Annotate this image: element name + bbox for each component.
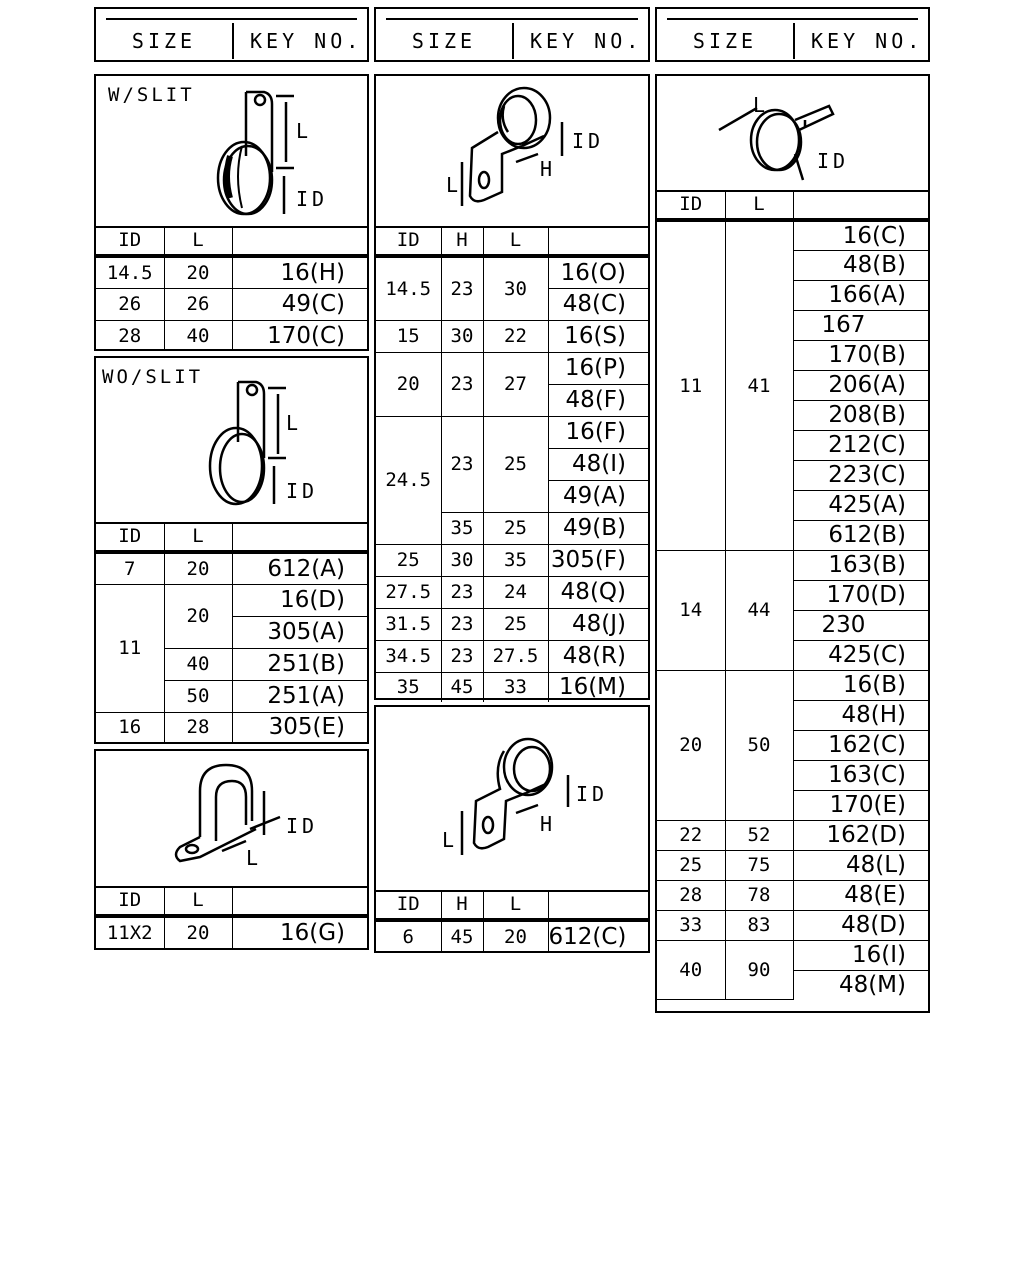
header-size: SIZE — [657, 23, 795, 59]
cell-key: 48(E) — [793, 880, 928, 910]
col-id: ID — [376, 890, 441, 920]
cell-key: 16(G) — [232, 916, 367, 948]
cell-id: 28 — [96, 320, 164, 351]
w-slit-figure — [96, 76, 367, 228]
col-l: L — [725, 190, 793, 220]
w-slit-panel — [94, 74, 369, 351]
cell-l: 33 — [483, 672, 548, 702]
table-row — [96, 288, 367, 320]
cell-key: 48(M) — [793, 970, 928, 999]
dim-id-text: ID — [296, 187, 329, 211]
cell-key: 48(D) — [793, 910, 928, 940]
cell-l: 25 — [483, 512, 548, 544]
dim-l-text: L — [286, 411, 299, 435]
cell-key: 48(J) — [548, 608, 648, 640]
cell-key: 16(F) — [548, 416, 648, 448]
slit-clamp-drawing — [96, 76, 367, 226]
cell-l: 90 — [725, 940, 793, 999]
header-key-no: KEY NO. — [250, 29, 363, 53]
cell-key: 425(C) — [793, 640, 928, 670]
dim-l-text: L — [296, 119, 309, 143]
cell-id: 35 — [376, 672, 441, 702]
table-row — [376, 672, 648, 702]
cell-id: 33 — [657, 910, 725, 940]
cell-key: 16(S) — [548, 320, 648, 352]
flat-clamp-panel — [94, 749, 369, 950]
cell-key: 16(I) — [793, 940, 928, 970]
cell-key: 16(H) — [232, 256, 367, 288]
cell-id: 11X2 — [96, 916, 164, 948]
cell-h: 35 — [441, 512, 483, 544]
cell-key: 16(P) — [548, 352, 648, 384]
table-row — [657, 850, 928, 880]
cell-id: 24.5 — [376, 416, 441, 544]
col-id: ID — [376, 226, 441, 256]
cell-h: 30 — [441, 320, 483, 352]
table-row — [376, 920, 648, 951]
cell-key: 16(C) — [793, 220, 928, 250]
cell-key: 162(D) — [793, 820, 928, 850]
cell-h: 45 — [441, 920, 483, 951]
cell-key: 612(A) — [232, 552, 367, 584]
offset-clamp-2-figure — [376, 707, 648, 892]
wo-slit-figure — [96, 358, 367, 524]
flat-clamp-figure — [96, 751, 367, 888]
cell-h: 30 — [441, 544, 483, 576]
col-l: L — [483, 226, 548, 256]
flat-clamp-table — [96, 886, 367, 948]
cell-key: 612(B) — [793, 520, 928, 550]
dim-id-text: ID — [576, 782, 609, 806]
header-box-1 — [94, 7, 369, 62]
cell-key: 251(A) — [232, 680, 367, 712]
wo-slit-label: WO/SLIT — [102, 366, 204, 388]
table-row — [376, 576, 648, 608]
table-row — [376, 608, 648, 640]
dim-id-text: ID — [817, 149, 850, 173]
cell-key: 16(M) — [548, 672, 648, 702]
table-row — [657, 910, 928, 940]
table-row — [657, 880, 928, 910]
col-l: L — [483, 890, 548, 920]
cell-key: 163(C) — [793, 760, 928, 790]
header-size: SIZE — [376, 23, 514, 59]
cell-l: 26 — [164, 288, 232, 320]
offset-clamp-panel — [374, 74, 650, 700]
offset-clamp-2-drawing — [376, 707, 648, 890]
cell-key: 49(B) — [548, 512, 648, 544]
cell-key: 16(D) — [232, 584, 367, 616]
cell-key: 170(C) — [232, 320, 367, 351]
cell-h: 23 — [441, 416, 483, 512]
cell-key: 223(C) — [793, 460, 928, 490]
cell-key: 166(A) — [793, 280, 928, 310]
offset-clamp-2-panel — [374, 705, 650, 953]
table-row — [96, 256, 367, 288]
cell-id: 16 — [96, 712, 164, 742]
flat-clamp-drawing — [96, 751, 367, 886]
cell-key: 48(L) — [793, 850, 928, 880]
header-box-3 — [655, 7, 930, 62]
cell-key: 16(B) — [793, 670, 928, 700]
cell-id: 28 — [657, 880, 725, 910]
header-key-no: KEY NO. — [530, 29, 643, 53]
dim-id-text: ID — [572, 129, 605, 153]
cell-key: 230 — [793, 610, 928, 640]
col-h: H — [441, 890, 483, 920]
cell-key: 305(E) — [232, 712, 367, 742]
table-row — [376, 352, 648, 384]
table-row — [96, 712, 367, 742]
wo-slit-panel — [94, 356, 369, 744]
col-key — [548, 890, 648, 920]
cell-h: 23 — [441, 608, 483, 640]
cell-id: 26 — [96, 288, 164, 320]
w-slit-label: W/SLIT — [108, 84, 195, 106]
cell-id: 25 — [657, 850, 725, 880]
cell-id: 7 — [96, 552, 164, 584]
cell-h: 45 — [441, 672, 483, 702]
table-row — [657, 550, 928, 580]
dim-l-text: L — [446, 173, 459, 197]
header-box-2 — [374, 7, 650, 62]
col-l: L — [164, 226, 232, 256]
cell-h: 23 — [441, 640, 483, 672]
cell-l: 78 — [725, 880, 793, 910]
cell-id: 6 — [376, 920, 441, 951]
table-row — [96, 320, 367, 351]
cell-key: 167 — [793, 310, 928, 340]
col-key — [232, 522, 367, 552]
cell-key: 251(B) — [232, 648, 367, 680]
cell-id: 31.5 — [376, 608, 441, 640]
cell-key: 48(R) — [548, 640, 648, 672]
cell-key: 48(F) — [548, 384, 648, 416]
header-key-no: KEY NO. — [811, 29, 924, 53]
col-key — [793, 190, 928, 220]
cell-l: 20 — [164, 256, 232, 288]
table-row — [376, 320, 648, 352]
cell-key: 170(B) — [793, 340, 928, 370]
cell-id: 27.5 — [376, 576, 441, 608]
clamp-drawing — [96, 358, 367, 522]
cell-h: 23 — [441, 256, 483, 320]
cell-id: 15 — [376, 320, 441, 352]
band-clamp-table — [657, 190, 928, 1000]
table-row — [376, 640, 648, 672]
col-id: ID — [96, 226, 164, 256]
cell-key: 305(A) — [232, 616, 367, 648]
cell-key: 48(I) — [548, 448, 648, 480]
cell-id: 20 — [657, 670, 725, 820]
cell-l: 50 — [164, 680, 232, 712]
cell-l: 20 — [164, 552, 232, 584]
cell-l: 20 — [164, 584, 232, 648]
table-row — [376, 416, 648, 448]
dim-h-text: H — [540, 812, 553, 836]
cell-l: 75 — [725, 850, 793, 880]
cell-id: 14.5 — [376, 256, 441, 320]
table-row — [376, 544, 648, 576]
col-l: L — [164, 522, 232, 552]
cell-id: 22 — [657, 820, 725, 850]
cell-l: 44 — [725, 550, 793, 670]
cell-key: 162(C) — [793, 730, 928, 760]
table-row — [96, 552, 367, 584]
cell-l: 41 — [725, 220, 793, 550]
dim-l-text: L — [753, 93, 766, 117]
cell-l: 20 — [164, 916, 232, 948]
cell-l: 52 — [725, 820, 793, 850]
col-id: ID — [96, 886, 164, 916]
table-row — [376, 256, 648, 288]
header-size: SIZE — [96, 23, 234, 59]
cell-key: 305(F) — [548, 544, 648, 576]
cell-id: 14 — [657, 550, 725, 670]
cell-l: 28 — [164, 712, 232, 742]
table-row — [657, 670, 928, 700]
cell-l: 27 — [483, 352, 548, 416]
cell-id: 11 — [96, 584, 164, 712]
cell-id: 11 — [657, 220, 725, 550]
cell-key: 48(C) — [548, 288, 648, 320]
cell-l: 25 — [483, 608, 548, 640]
table-row — [96, 916, 367, 948]
cell-l: 22 — [483, 320, 548, 352]
cell-l: 40 — [164, 320, 232, 351]
cell-key: 49(C) — [232, 288, 367, 320]
offset-clamp-table — [376, 226, 648, 702]
cell-key: 212(C) — [793, 430, 928, 460]
cell-l: 30 — [483, 256, 548, 320]
col-id: ID — [96, 522, 164, 552]
cell-key: 48(Q) — [548, 576, 648, 608]
table-row — [657, 940, 928, 970]
col-l: L — [164, 886, 232, 916]
band-clamp-drawing — [657, 76, 928, 190]
cell-key: 170(D) — [793, 580, 928, 610]
table-row — [657, 220, 928, 250]
w-slit-table — [96, 226, 367, 351]
table-row — [96, 584, 367, 616]
cell-l: 20 — [483, 920, 548, 951]
header-rule — [667, 18, 918, 20]
band-clamp-figure — [657, 76, 928, 192]
cell-l: 40 — [164, 648, 232, 680]
cell-key: 208(B) — [793, 400, 928, 430]
offset-clamp-drawing — [376, 76, 648, 226]
band-clamp-panel — [655, 74, 930, 1013]
cell-key: 612(C) — [548, 920, 648, 951]
cell-key: 170(E) — [793, 790, 928, 820]
dim-l-text: L — [442, 828, 455, 852]
cell-h: 23 — [441, 352, 483, 416]
wo-slit-table — [96, 522, 367, 742]
dim-h-text: H — [540, 157, 553, 181]
offset-clamp-2-table — [376, 890, 648, 951]
col-key — [232, 886, 367, 916]
col-key — [548, 226, 648, 256]
cell-id: 34.5 — [376, 640, 441, 672]
cell-id: 20 — [376, 352, 441, 416]
cell-key: 206(A) — [793, 370, 928, 400]
cell-key: 48(H) — [793, 700, 928, 730]
offset-clamp-figure — [376, 76, 648, 228]
cell-l: 35 — [483, 544, 548, 576]
cell-key: 425(A) — [793, 490, 928, 520]
cell-l: 83 — [725, 910, 793, 940]
dim-id-text: ID — [286, 479, 319, 503]
col-h: H — [441, 226, 483, 256]
table-row — [657, 820, 928, 850]
cell-l: 24 — [483, 576, 548, 608]
header-rule — [106, 18, 357, 20]
cell-key: 163(B) — [793, 550, 928, 580]
dim-l-text: L — [246, 846, 259, 870]
dim-id-text: ID — [286, 814, 319, 838]
cell-key: 49(A) — [548, 480, 648, 512]
cell-key: 16(O) — [548, 256, 648, 288]
cell-id: 40 — [657, 940, 725, 999]
cell-h: 23 — [441, 576, 483, 608]
col-id: ID — [657, 190, 725, 220]
cell-l: 25 — [483, 416, 548, 512]
cell-key: 48(B) — [793, 250, 928, 280]
cell-id: 14.5 — [96, 256, 164, 288]
col-key — [232, 226, 367, 256]
cell-l: 50 — [725, 670, 793, 820]
header-rule — [386, 18, 638, 20]
cell-id: 25 — [376, 544, 441, 576]
cell-l: 27.5 — [483, 640, 548, 672]
